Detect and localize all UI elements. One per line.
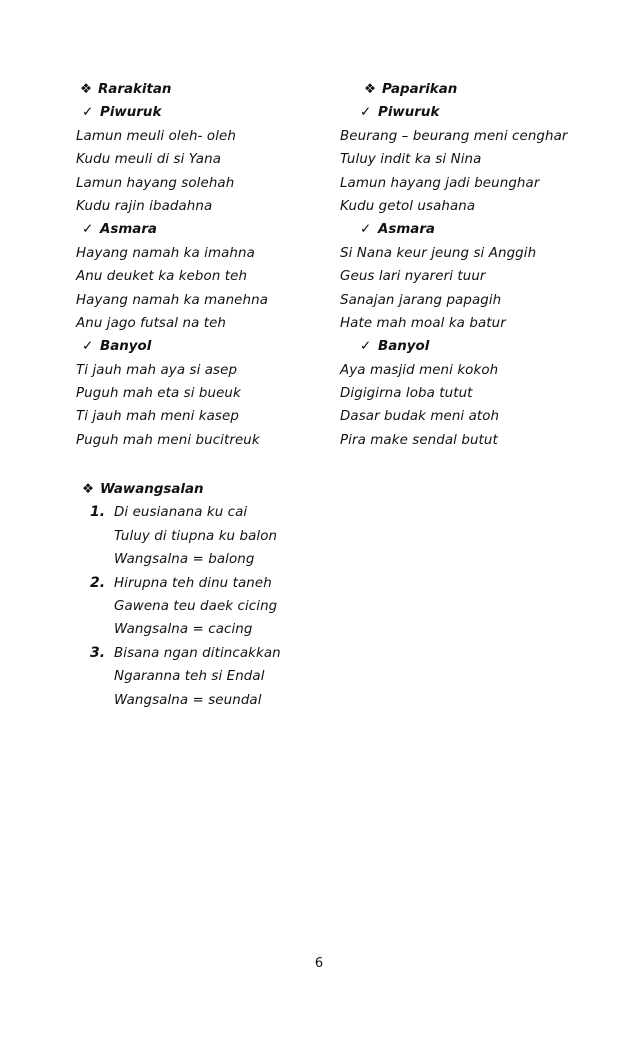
verse-line: Ti jauh mah meni kasep — [76, 409, 239, 425]
verse-line: Dasar budak meni atoh — [340, 409, 500, 425]
wawangsalan-item — [76, 642, 376, 712]
answer-line: Wangsalna = seundal — [114, 692, 262, 708]
left-banyol-heading: ✓ Banyol — [76, 335, 336, 358]
checkmark-icon: ✓ — [82, 222, 94, 238]
verse-line: Kudu getol usahana — [340, 198, 476, 214]
diamond-bullet-icon: ❖ — [82, 482, 95, 497]
verse-line: Aya masjid meni kokoh — [340, 362, 499, 378]
page-number: 6 — [314, 956, 324, 971]
item-number: 1. — [90, 504, 106, 521]
answer-line: Wangsalna = cacing — [114, 622, 253, 638]
verse-line: Ti jauh mah aya si asep — [76, 362, 238, 378]
paparikan-heading: ❖ Paparikan — [340, 78, 630, 101]
paparikan-column — [340, 78, 630, 452]
verse-line: Hayang namah ka manehna — [76, 292, 269, 308]
wawangsalan-heading: ❖ Wawangsalan — [76, 478, 376, 501]
checkmark-icon: ✓ — [82, 105, 94, 121]
verse-line: Anu jago futsal na teh — [76, 315, 227, 331]
checkmark-icon: ✓ — [82, 339, 94, 355]
verse-line: Hate mah moal ka batur — [340, 315, 506, 331]
verse-line: Sanajan jarang papagih — [340, 292, 502, 308]
verse-line: Pira make sendal butut — [340, 432, 498, 448]
left-piwuruk-heading: ✓ Piwuruk — [76, 101, 336, 124]
checkmark-icon: ✓ — [360, 339, 372, 355]
answer-line: Wangsalna = balong — [114, 552, 255, 568]
verse-line: Puguh mah meni bucitreuk — [76, 432, 260, 448]
verse-line: Anu deuket ka kebon teh — [76, 269, 248, 285]
wawangsalan-item — [76, 572, 376, 642]
verse-line: Gawena teu daek cicing — [114, 598, 278, 614]
right-banyol-heading: ✓ Banyol — [340, 335, 630, 358]
verse-line: Lamun meuli oleh- oleh — [76, 128, 236, 144]
wawangsalan-section — [76, 478, 376, 712]
verse-line: Kudu rajin ibadahna — [76, 198, 213, 214]
verse-line: Di eusianana ku cai — [114, 505, 248, 521]
left-asmara-heading: ✓ Asmara — [76, 218, 336, 241]
rarakitan-heading: ❖ Rarakitan — [76, 78, 336, 101]
verse-line: Lamun hayang solehah — [76, 175, 235, 191]
verse-line: Digigirna loba tutut — [340, 386, 473, 402]
item-number: 2. — [90, 574, 106, 591]
verse-line: Geus lari nyareri tuur — [340, 269, 486, 285]
diamond-bullet-icon: ❖ — [364, 82, 377, 97]
verse-line: Ngaranna teh si Endal — [114, 669, 265, 685]
verse-line: Beurang – beurang meni cenghar — [340, 128, 568, 144]
rarakitan-column — [76, 78, 336, 452]
verse-line: Puguh mah eta si bueuk — [76, 386, 241, 402]
diamond-bullet-icon: ❖ — [80, 82, 93, 97]
item-number: 3. — [90, 644, 106, 661]
verse-line: Bisana ngan ditincakkan — [114, 645, 281, 661]
verse-line: Lamun hayang jadi beunghar — [340, 175, 540, 191]
right-piwuruk-heading: ✓ Piwuruk — [340, 101, 630, 124]
verse-line: Kudu meuli di si Yana — [76, 152, 221, 168]
wawangsalan-item — [76, 501, 376, 571]
checkmark-icon: ✓ — [360, 222, 372, 238]
right-asmara-heading: ✓ Asmara — [340, 218, 630, 241]
verse-line: Tuluy indit ka si Nina — [340, 152, 482, 168]
verse-line: Tuluy di tiupna ku balon — [114, 528, 278, 544]
verse-line: Hirupna teh dinu taneh — [114, 575, 272, 591]
verse-line: Hayang namah ka imahna — [76, 245, 255, 261]
checkmark-icon: ✓ — [360, 105, 372, 121]
verse-line: Si Nana keur jeung si Anggih — [340, 245, 537, 261]
